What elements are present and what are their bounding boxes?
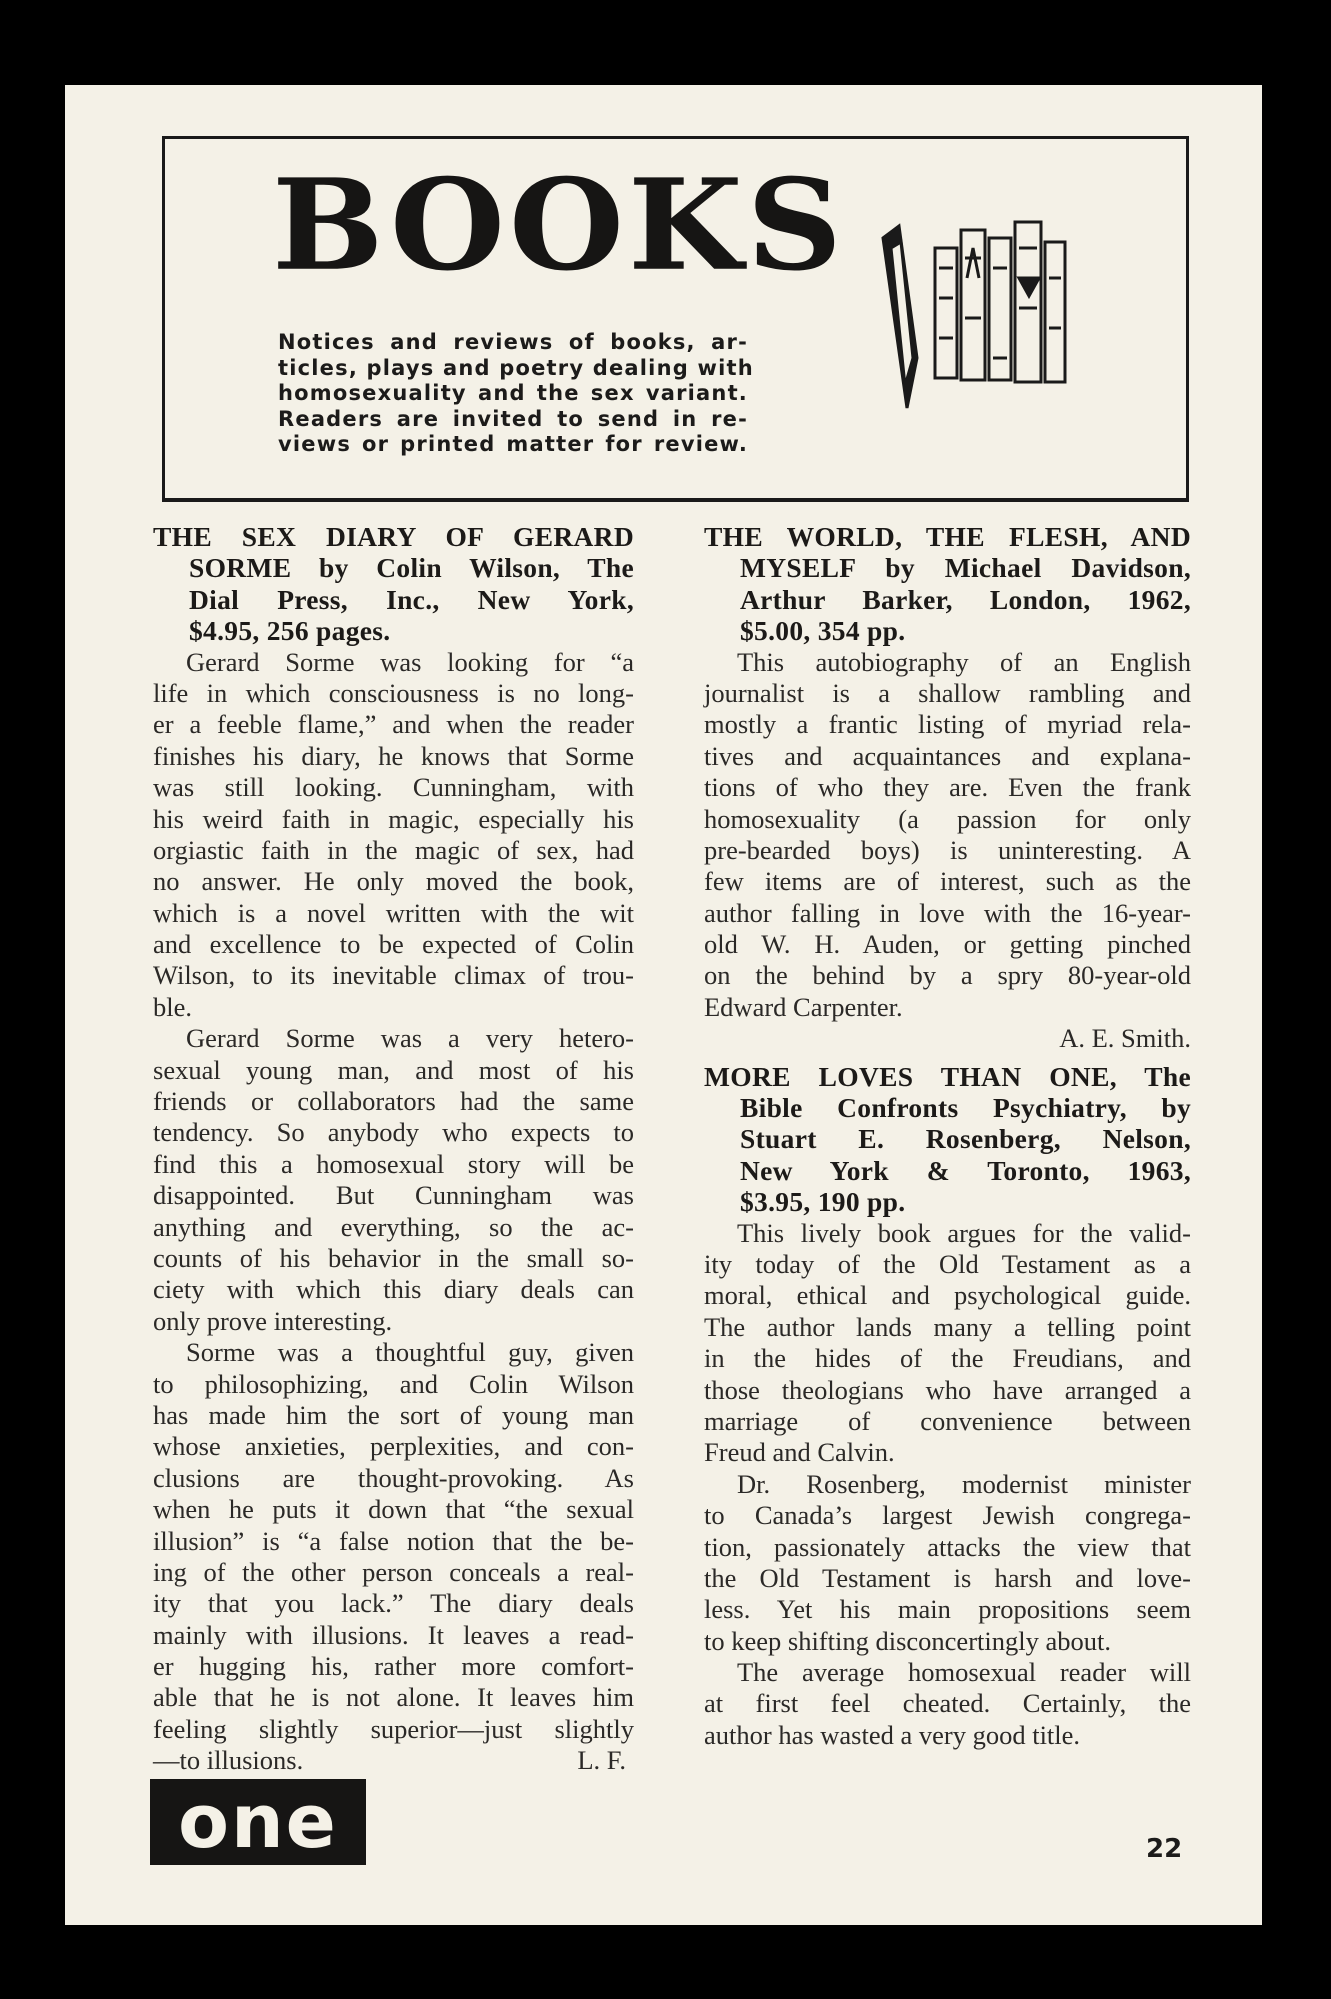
body-line: Freud and Calvin. <box>704 1437 895 1468</box>
review-paragraph <box>704 1657 1191 1751</box>
body-line: Dr. Rosenberg, modernist minister <box>737 1468 1191 1499</box>
right-column <box>704 521 1191 1751</box>
review-heading-line: Bible Confronts Psychiatry, by <box>740 1092 1191 1124</box>
body-line: disappointed. But Cunningham was <box>153 1180 634 1211</box>
body-line: was still looking. Cunningham, with <box>153 772 634 803</box>
review-paragraph <box>704 1469 1191 1657</box>
book-review <box>153 521 634 1777</box>
body-line: tions of who they are. Even the frank <box>704 772 1191 803</box>
body-line: mostly a frantic listing of myriad rela- <box>704 709 1191 740</box>
body-line: on the behind by a spry 80-year-old <box>704 960 1191 991</box>
review-heading-line: MYSELF by Michael Davidson, <box>740 552 1191 584</box>
review-paragraph <box>153 1023 634 1337</box>
body-line: orgiastic faith in the magic of sex, had <box>153 834 634 865</box>
book-review <box>704 521 1191 1055</box>
body-line: to keep shifting disconcertingly about. <box>704 1625 1111 1656</box>
body-line: author falling in love with the 16-year- <box>704 897 1191 928</box>
body-line: anything and everything, so the ac- <box>153 1211 634 1242</box>
body-line: has made him the sort of young man <box>153 1399 634 1430</box>
description-line: ticles, plays and poetry dealing with <box>278 355 754 380</box>
reviewer-signature: L. F. <box>577 1745 626 1776</box>
body-line: er a feeble flame,” and when the reader <box>153 709 634 740</box>
review-paragraph <box>153 1337 634 1776</box>
body-line: tives and acquaintances and explana- <box>704 740 1191 771</box>
review-heading-line: $4.95, 256 pages. <box>189 615 391 647</box>
body-line: whose anxieties, perplexities, and con- <box>153 1431 634 1462</box>
review-heading-line: THE SEX DIARY OF GERARD <box>153 521 634 552</box>
body-line: in the hides of the Freudians, and <box>704 1343 1191 1374</box>
body-line: ity that you lack.” The diary deals <box>153 1588 634 1619</box>
body-line: The author lands many a telling point <box>704 1311 1191 1342</box>
body-line: marriage of convenience between <box>704 1405 1191 1436</box>
body-line: clusions are thought-provoking. As <box>153 1462 634 1493</box>
body-line: and excellence to be expected of Colin <box>153 929 634 960</box>
body-line: feeling slightly superior—just slightly <box>153 1713 634 1744</box>
body-line: This lively book argues for the valid- <box>737 1217 1191 1248</box>
section-description <box>278 330 754 458</box>
body-line: to Canada’s largest Jewish congrega- <box>704 1500 1191 1531</box>
body-line: illusion” is “a false notion that the be- <box>153 1525 634 1556</box>
body-line: sexual young man, and most of his <box>153 1054 634 1085</box>
body-line: which is a novel written with the wit <box>153 897 634 928</box>
body-line: Gerard Sorme was a very hetero- <box>186 1023 634 1054</box>
body-line: tendency. So anybody who expects to <box>153 1117 634 1148</box>
body-line: moral, ethical and psychological guide. <box>704 1280 1191 1311</box>
body-line: friends or collaborators had the same <box>153 1086 634 1117</box>
body-line: his weird faith in magic, especially his <box>153 803 634 834</box>
body-line: This autobiography of an English <box>737 646 1191 677</box>
review-heading-line: SORME by Colin Wilson, The <box>189 552 634 584</box>
page-number: 22 <box>1146 1834 1183 1864</box>
body-line: to philosophizing, and Colin Wilson <box>153 1368 634 1399</box>
body-line: less. Yet his main propositions seem <box>704 1594 1191 1625</box>
body-line: er hugging his, rather more comfort- <box>153 1651 634 1682</box>
body-line: when he puts it down that “the sexual <box>153 1494 634 1525</box>
review-heading-line: Arthur Barker, London, 1962, <box>740 583 1191 615</box>
body-line: pre-bearded boys) is uninteresting. A <box>704 834 1191 865</box>
description-line: homosexuality and the sex variant. <box>278 381 748 405</box>
books-on-shelf-icon <box>877 208 1073 410</box>
body-line: homosexuality (a passion for only <box>704 803 1191 834</box>
body-line: no answer. He only moved the book, <box>153 866 634 897</box>
review-heading-line: Stuart E. Rosenberg, Nelson, <box>740 1123 1191 1155</box>
body-line: The average homosexual reader will <box>737 1657 1191 1688</box>
body-line: old W. H. Auden, or getting pinched <box>704 929 1191 960</box>
body-line <box>153 1745 634 1776</box>
body-line: able that he is not alone. It leaves him <box>153 1682 634 1713</box>
body-line: author has wasted a very good title. <box>704 1719 1081 1750</box>
review-heading-line: New York & Toronto, 1963, <box>740 1154 1191 1186</box>
body-line: journalist is a shallow rambling and <box>704 677 1191 708</box>
body-line: mainly with illusions. It leaves a read- <box>153 1619 634 1650</box>
review-heading-line: $5.00, 354 pp. <box>740 615 906 647</box>
body-line: life in which consciousness is no long- <box>153 677 634 708</box>
body-line: Wilson, to its inevitable climax of trou- <box>153 960 634 991</box>
body-line: counts of his behavior in the small so- <box>153 1242 634 1273</box>
review-paragraph <box>704 1218 1191 1469</box>
body-line: those theologians who have arranged a <box>704 1374 1191 1405</box>
review-heading-line: $3.95, 190 pp. <box>740 1186 906 1218</box>
body-line: at first feel cheated. Certainly, the <box>704 1688 1191 1719</box>
review-paragraph <box>704 647 1191 1024</box>
description-line: views or printed matter for review. <box>278 432 748 456</box>
description-line: Readers are invited to send in re- <box>278 406 748 431</box>
body-line: few items are of interest, such as the <box>704 866 1191 897</box>
body-line-text: —to illusions. <box>153 1745 304 1776</box>
body-line: only prove interesting. <box>153 1305 393 1336</box>
one-magazine-logo: one <box>150 1779 366 1865</box>
left-column <box>153 521 634 1777</box>
book-review <box>704 1061 1191 1752</box>
body-line: find this a homosexual story will be <box>153 1148 634 1179</box>
review-heading-line: THE WORLD, THE FLESH, AND <box>704 521 1191 552</box>
body-line: Edward Carpenter. <box>704 991 903 1022</box>
body-line: tion, passionately attacks the view that <box>704 1531 1191 1562</box>
body-line: Sorme was a thoughtful guy, given <box>186 1337 634 1368</box>
section-title: BOOKS <box>272 151 847 300</box>
review-paragraph <box>153 647 634 1024</box>
review-heading-line: Dial Press, Inc., New York, <box>189 583 634 615</box>
body-line: ble. <box>153 991 192 1022</box>
reviewer-signature: A. E. Smith. <box>1059 1023 1191 1054</box>
body-line: finishes his diary, he knows that Sorme <box>153 740 634 771</box>
body-line: Gerard Sorme was looking for “a <box>186 646 634 677</box>
body-line: ing of the other person conceals a real- <box>153 1556 634 1587</box>
body-line: ity today of the Old Testament as a <box>704 1248 1191 1279</box>
body-line: ciety with which this diary deals can <box>153 1274 634 1305</box>
description-line: Notices and reviews of books, ar- <box>278 330 748 354</box>
review-heading-line: MORE LOVES THAN ONE, The <box>704 1060 1191 1092</box>
body-line: the Old Testament is harsh and love- <box>704 1562 1191 1593</box>
